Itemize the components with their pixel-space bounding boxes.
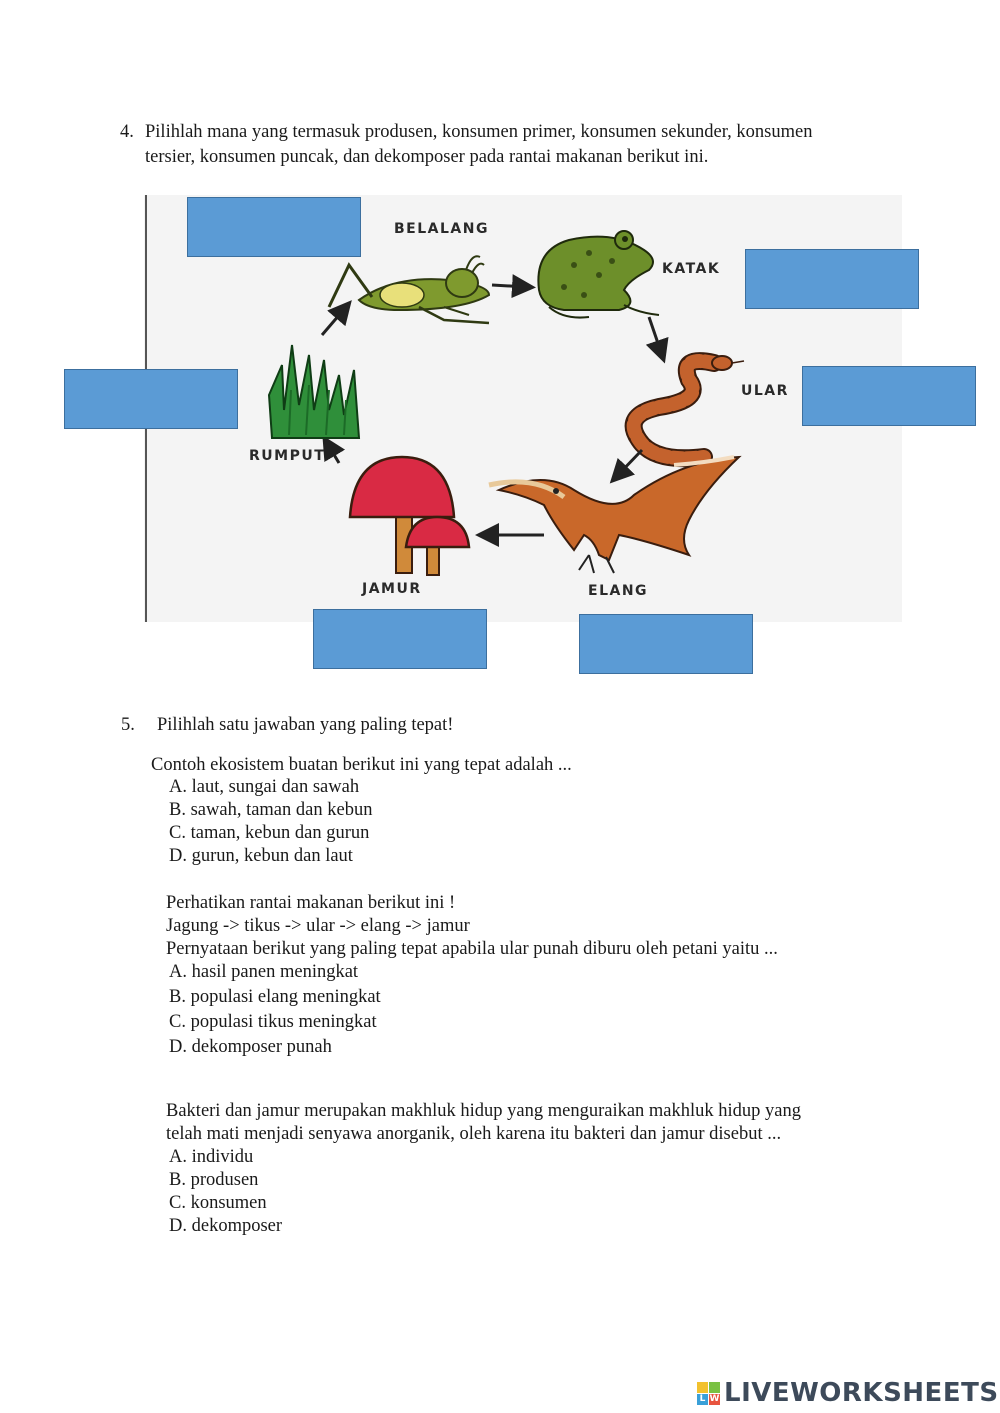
logo-text: LIVEWORKSHEETS (724, 1378, 999, 1408)
answer-box-belalang[interactable] (187, 197, 361, 257)
q5c-question-line1: Bakteri dan jamur merupakan makhluk hidup yang menguraikan makhluk hidup yang (166, 1101, 802, 1121)
q5b-option-c[interactable]: C. populasi tikus meningkat (169, 1012, 377, 1032)
q5a-question: Contoh ekosistem buatan berikut ini yang tepat adalah ... (151, 755, 572, 775)
answer-box-jamur[interactable] (313, 609, 487, 669)
answer-box-ular[interactable] (802, 366, 976, 426)
q5b-option-d[interactable]: D. dekomposer punah (169, 1037, 332, 1057)
q5c-option-d[interactable]: D. dekomposer (169, 1216, 283, 1236)
q5-number: 5. (121, 715, 135, 735)
label-rumput: RUMPUT (249, 448, 326, 464)
q4-text-line1: Pilihlah mana yang termasuk produsen, konsumen primer, konsumen sekunder, konsumen (145, 122, 813, 142)
q5c-question-line2: telah mati menjadi senyawa anorganik, oleh karena itu bakteri dan jamur disebut ... (166, 1124, 782, 1144)
q5a-option-d[interactable]: D. gurun, kebun dan laut (169, 846, 353, 866)
label-katak: KATAK (662, 261, 721, 277)
q5a-option-b[interactable]: B. sawah, taman dan kebun (169, 800, 373, 820)
q5c-option-a[interactable]: A. individu (169, 1147, 254, 1167)
q5c-option-b[interactable]: B. produsen (169, 1170, 259, 1190)
q5b-question: Pernyataan berikut yang paling tepat apabila ular punah diburu oleh petani yaitu ... (166, 939, 778, 959)
q5b-option-a[interactable]: A. hasil panen meningkat (169, 962, 359, 982)
label-elang: ELANG (588, 583, 649, 599)
q4-text-line2: tersier, konsumen puncak, dan dekomposer pada rantai makanan berikut ini. (145, 147, 709, 167)
label-jamur: JAMUR (362, 581, 422, 597)
q4-number: 4. (120, 122, 134, 142)
logo-badge-icon: L W (697, 1382, 720, 1405)
answer-box-elang[interactable] (579, 614, 753, 674)
q5c-option-c[interactable]: C. konsumen (169, 1193, 267, 1213)
answer-box-katak[interactable] (745, 249, 919, 309)
label-belalang: BELALANG (394, 221, 489, 237)
q5b-option-b[interactable]: B. populasi elang meningkat (169, 987, 381, 1007)
q5b-intro: Perhatikan rantai makanan berikut ini ! (166, 893, 456, 913)
q5-instruction: Pilihlah satu jawaban yang paling tepat! (157, 715, 454, 735)
q5a-option-a[interactable]: A. laut, sungai dan sawah (169, 777, 360, 797)
q5a-option-c[interactable]: C. taman, kebun dan gurun (169, 823, 370, 843)
liveworksheets-logo (697, 1378, 999, 1408)
label-ular: ULAR (741, 383, 789, 399)
q5b-chain: Jagung -> tikus -> ular -> elang -> jamur (166, 916, 470, 936)
answer-box-rumput[interactable] (64, 369, 238, 429)
